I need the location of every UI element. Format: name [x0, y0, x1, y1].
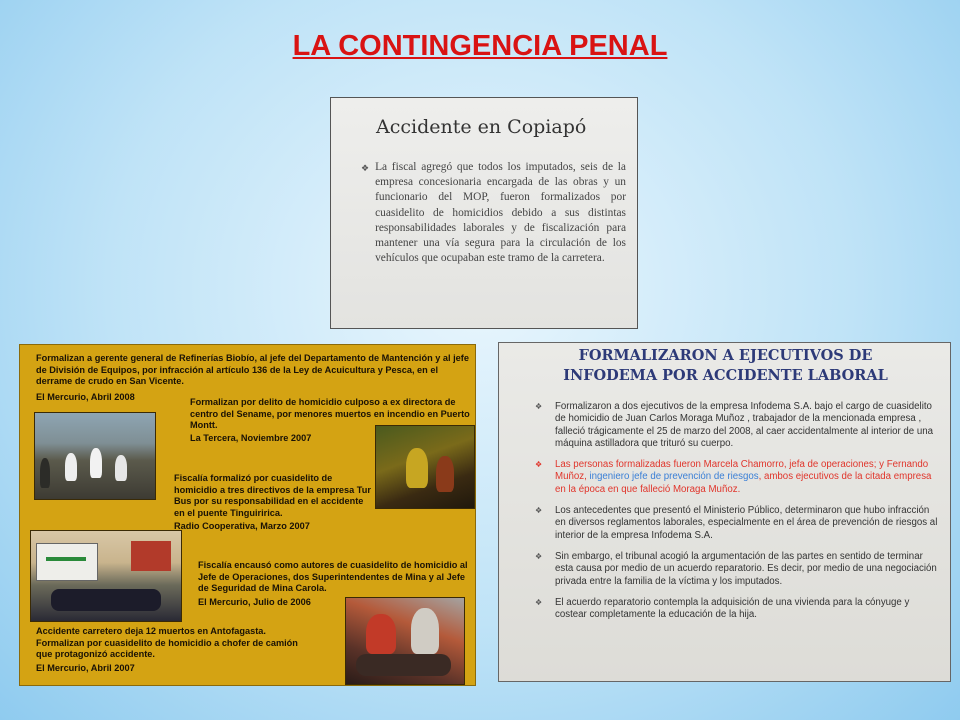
- bullet-text: La fiscal agregó que todos los imputados, seis de la empresa concesionaria encargada de las obras y un funcionario del MOP, fueron formalizados por cuasidelito de homicidios debido a sus distintas responsabilidades laborales y de fiscalización para mantener una vía segura para la circulación de los vehículos que ocupaban este tramo de la carretera.: [375, 161, 626, 265]
- list-item: ❖ El acuerdo reparatorio contempla la adquisición de una vivienda para la cónyuge y costear completamente la educación de la hija.: [535, 596, 910, 621]
- news-source: El Mercurio, Abril 2008: [36, 392, 135, 402]
- news-source: Radio Cooperativa, Marzo 2007: [174, 521, 310, 531]
- news-item-turbus: Fiscalía formalizó por cuasidelito de homicidio a tres directivos de la empresa Tur Bus por su responsabilidad en el accidente en el puente Tinguiririca.: [174, 473, 371, 518]
- list-item: ❖ Sin embargo, el tribunal acogió la argumentación de las partes en sentido de terminar esta causa por medio de un acuerdo reparatorio. Es decir, por medio de una negociación privada entre la familia de la víctima y los imputados.: [535, 550, 937, 587]
- list-item: ❖ Formalizaron a dos ejecutivos de la empresa Infodema S.A. bajo el cargo de cuasidelito de homicidio de Juan Carlos Moraga Muñoz , trabajador de la mencionada empresa , falleció trágicamente el 25 de marzo del 2008, al caer accidentalmente al interior de una máquina astilladora que trituró su cuerpo.: [535, 401, 934, 449]
- slide-bullet: [361, 160, 626, 266]
- page-title: LA CONTINGENCIA PENAL: [292, 30, 668, 62]
- news-source: El Mercurio, Julio de 2006: [198, 597, 311, 607]
- list-item: ❖ Los antecedentes que presentó el Ministerio Público, determinaron que hubo infracción en diversos reglamentos laborales, especialmente en el área de prevención de riesgos al interior de la empresa Infodema S.A.: [535, 505, 938, 541]
- slide-news-collage: [19, 344, 476, 686]
- photo-firefighters: [375, 425, 475, 509]
- news-item-mina-carola: Fiscalía encausó como autores de cuasidelito de homicidio al Jefe de Operaciones, dos Superintendentes de Mina y al Jefe de Seguridad de Mina Carola.: [198, 560, 468, 594]
- bullet-diamond-icon: ❖: [361, 163, 370, 173]
- bullet-diamond-icon: ❖: [535, 402, 543, 411]
- news-item-antofagasta: Accidente carretero deja 12 muertos en Antofagasta. Formalizan por cuasidelito de homicidio a chofer de camión que protagonizó accidente.: [36, 626, 298, 660]
- slide-infodema: [498, 342, 951, 682]
- bullet-diamond-icon: ❖: [535, 597, 543, 607]
- slide-heading: Accidente en Copiapó: [376, 116, 587, 138]
- news-item-sename: Formalizan por delito de homicidio culposo a ex directora de centro del Sename, por menores muertos en incendio en Puerto Montt.: [190, 397, 470, 431]
- list-item: ❖ Las personas formalizadas fueron Marcela Chamorro, jefa de operaciones; y Fernando Muñoz, ingeniero jefe de prevención de riesgos, ambos ejecutivos de la citada empresa en la época en que falleció Moraga Muñoz.: [535, 459, 932, 495]
- news-item-biobio: Formalizan a gerente general de Refinerías Biobío, al jefe del Departamento de Mantención y al jefe de División de Equipos, por infracción al artículo 136 de la Ley de Acuicultura y Pesca, en el derrame de crudo en San Vicente.: [36, 353, 469, 387]
- slide-heading: FORMALIZARON A EJECUTIVOS DE INFODEMA POR ACCIDENTE LABORAL: [563, 347, 888, 384]
- slide-copiapo: [330, 97, 638, 329]
- photo-oil-spill-cleanup: [34, 412, 156, 500]
- bullet-list: [535, 401, 940, 630]
- bullet-diamond-icon: ❖: [535, 460, 543, 470]
- bullet-diamond-icon: ❖: [535, 551, 543, 561]
- photo-bus-accident: [30, 530, 182, 622]
- news-source: El Mercurio, Abril 2007: [36, 663, 135, 673]
- photo-rescue-workers: [345, 597, 465, 685]
- bullet-diamond-icon: ❖: [535, 506, 543, 516]
- news-source: La Tercera, Noviembre 2007: [190, 433, 312, 443]
